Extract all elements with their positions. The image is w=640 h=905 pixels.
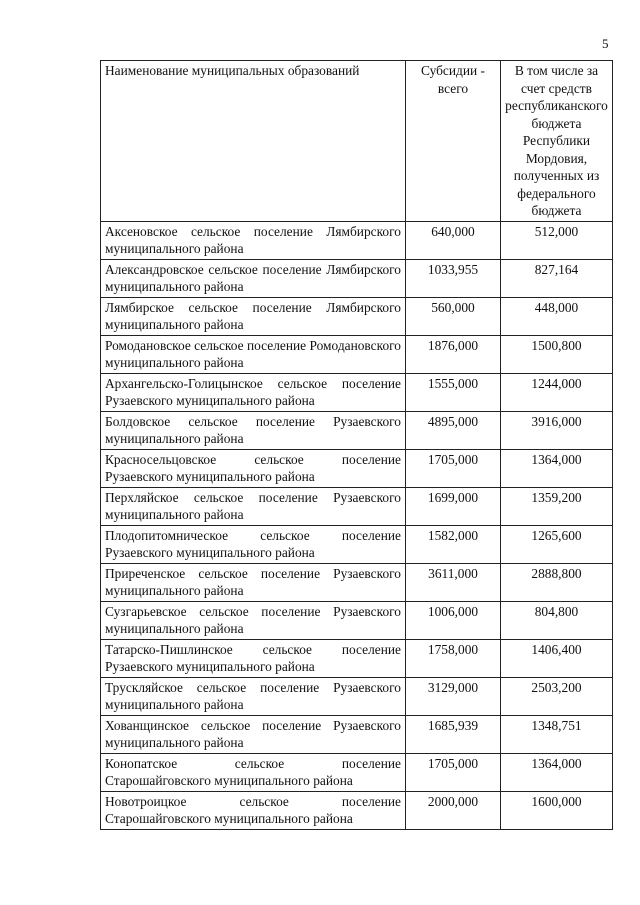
subsidy-federal: 1359,200	[501, 487, 613, 525]
header-municipality: Наименование муниципальных образований	[101, 61, 406, 222]
municipality-name: Александровское сельское поселение Лямбирского муниципального района	[101, 259, 406, 297]
subsidy-federal: 827,164	[501, 259, 613, 297]
subsidy-total: 1006,000	[406, 601, 501, 639]
header-total-subsidy: Субсидии - всего	[406, 61, 501, 222]
subsidy-total: 1705,000	[406, 753, 501, 791]
subsidy-federal: 1265,600	[501, 525, 613, 563]
subsidy-federal: 512,000	[501, 221, 613, 259]
table-row	[101, 411, 613, 449]
municipality-name: Конопатское сельское поселение Старошайговского муниципального района	[101, 753, 406, 791]
subsidy-total: 1685,939	[406, 715, 501, 753]
municipality-name: Перхляйское сельское поселение Рузаевского муниципального района	[101, 487, 406, 525]
subsidy-total: 1876,000	[406, 335, 501, 373]
table-row	[101, 335, 613, 373]
municipality-name: Плодопитомническое сельское поселение Рузаевского муниципального района	[101, 525, 406, 563]
subsidy-federal: 804,800	[501, 601, 613, 639]
subsidy-total: 1582,000	[406, 525, 501, 563]
subsidy-total: 1758,000	[406, 639, 501, 677]
municipality-name: Хованщинское сельское поселение Рузаевского муниципального района	[101, 715, 406, 753]
table-row	[101, 715, 613, 753]
subsidy-federal: 1364,000	[501, 753, 613, 791]
subsidy-total: 1555,000	[406, 373, 501, 411]
table-row	[101, 297, 613, 335]
subsidy-federal: 1348,751	[501, 715, 613, 753]
table-row	[101, 525, 613, 563]
table-row	[101, 753, 613, 791]
municipality-name: Ромодановское сельское поселение Ромодановского муниципального района	[101, 335, 406, 373]
municipality-name: Татарско-Пишлинское сельское поселение Рузаевского муниципального района	[101, 639, 406, 677]
page-number: 5	[602, 36, 609, 51]
subsidy-total: 3129,000	[406, 677, 501, 715]
table-row	[101, 259, 613, 297]
municipality-name: Сузгарьевское сельское поселение Рузаевского муниципального района	[101, 601, 406, 639]
municipality-name: Архангельско-Голицынское сельское поселение Рузаевского муниципального района	[101, 373, 406, 411]
table-row	[101, 677, 613, 715]
subsidy-federal: 1364,000	[501, 449, 613, 487]
table-row	[101, 601, 613, 639]
municipality-name: Лямбирское сельское поселение Лямбирского муниципального района	[101, 297, 406, 335]
subsidy-federal: 448,000	[501, 297, 613, 335]
subsidy-federal: 1244,000	[501, 373, 613, 411]
subsidy-federal: 3916,000	[501, 411, 613, 449]
municipality-name: Аксеновское сельское поселение Лямбирского муниципального района	[101, 221, 406, 259]
municipality-name: Приреченское сельское поселение Рузаевского муниципального района	[101, 563, 406, 601]
subsidy-federal: 2888,800	[501, 563, 613, 601]
subsidy-total: 560,000	[406, 297, 501, 335]
table-row	[101, 791, 613, 829]
table-row	[101, 563, 613, 601]
subsidy-table	[100, 60, 613, 830]
subsidy-total: 1705,000	[406, 449, 501, 487]
subsidy-total: 2000,000	[406, 791, 501, 829]
table-header-row	[101, 61, 613, 222]
subsidy-federal: 1600,000	[501, 791, 613, 829]
subsidy-total: 640,000	[406, 221, 501, 259]
subsidy-total: 4895,000	[406, 411, 501, 449]
municipality-name: Новотроицкое сельское поселение Старошайговского муниципального района	[101, 791, 406, 829]
subsidy-federal: 2503,200	[501, 677, 613, 715]
header-federal-share: В том числе за счет средств республиканского бюджета Республики Мордовия, полученных из федерального бюджета	[501, 61, 613, 222]
municipality-name: Красносельцовское сельское поселение Рузаевского муниципального района	[101, 449, 406, 487]
table-row	[101, 639, 613, 677]
municipality-name: Трускляйское сельское поселение Рузаевского муниципального района	[101, 677, 406, 715]
subsidy-total: 3611,000	[406, 563, 501, 601]
table-row	[101, 373, 613, 411]
subsidy-total: 1699,000	[406, 487, 501, 525]
subsidy-total: 1033,955	[406, 259, 501, 297]
subsidy-federal: 1406,400	[501, 639, 613, 677]
table-row	[101, 221, 613, 259]
municipality-name: Болдовское сельское поселение Рузаевского муниципального района	[101, 411, 406, 449]
table-row	[101, 449, 613, 487]
subsidy-federal: 1500,800	[501, 335, 613, 373]
table-row	[101, 487, 613, 525]
